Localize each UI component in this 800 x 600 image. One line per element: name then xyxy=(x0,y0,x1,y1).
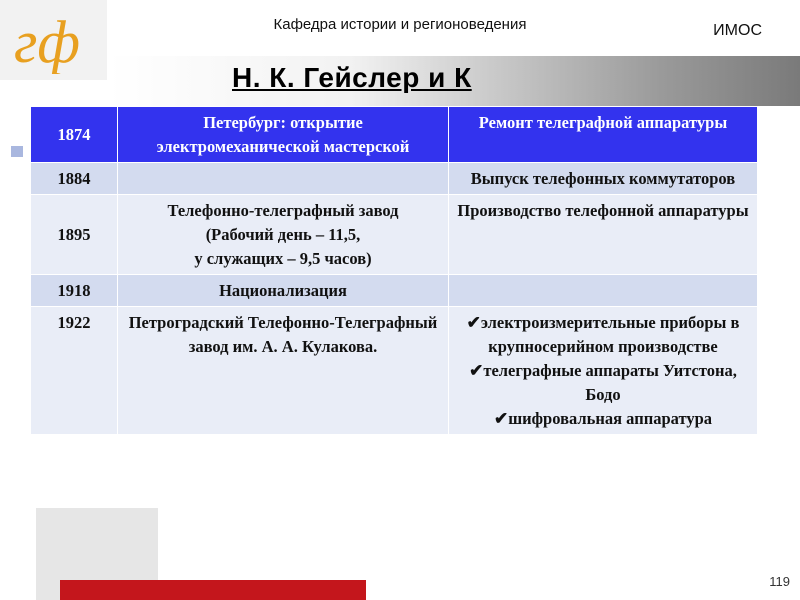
year-cell: 1874 xyxy=(31,107,118,163)
year-cell: 1895 xyxy=(31,195,118,275)
year-cell: 1922 xyxy=(31,307,118,435)
product-item: ✔шифровальная аппаратура xyxy=(493,409,713,428)
table-row xyxy=(31,275,758,307)
event-cell xyxy=(118,195,449,275)
year-cell: 1918 xyxy=(31,275,118,307)
event-line: у служащих – 9,5 часов) xyxy=(194,249,372,268)
activity-cell: Выпуск телефонных коммутаторов xyxy=(449,163,758,195)
event-line: Телефонно-телеграфный завод xyxy=(167,201,399,220)
check-icon: ✔ xyxy=(493,409,509,428)
history-table xyxy=(30,106,758,435)
product-item: ✔телеграфные аппараты Уитстона, Бодо xyxy=(469,361,737,404)
table-row xyxy=(31,107,758,163)
check-icon: ✔ xyxy=(469,361,484,380)
table-row xyxy=(31,195,758,275)
logo-glyphs: гф xyxy=(14,9,81,74)
activity-cell: Ремонт телеграфной аппаратуры xyxy=(449,107,758,163)
event-cell: Петроградский Телефонно-Телеграфный завод им. А. А. Кулакова. xyxy=(118,307,449,435)
activity-cell xyxy=(449,307,758,435)
product-list xyxy=(455,311,751,431)
event-cell: Петербург: открытие электромеханической мастерской xyxy=(118,107,449,163)
decor-red-bar xyxy=(60,580,366,600)
activity-cell: Производство телефонной аппаратуры xyxy=(449,195,758,275)
logo-panel xyxy=(0,0,107,80)
bullet-marker xyxy=(11,146,23,157)
event-cell: Национализация xyxy=(118,275,449,307)
table-row xyxy=(31,307,758,435)
activity-cell xyxy=(449,275,758,307)
event-line: (Рабочий день – 11,5, xyxy=(205,225,361,244)
institute-abbr: ИМОС xyxy=(713,22,762,39)
slide-title: Н. К. Гейслер и К xyxy=(232,62,472,93)
department-name: Кафедра истории и регионоведения xyxy=(273,16,527,33)
product-item: ✔электроизмерительные приборы в крупносерийном производстве xyxy=(466,313,740,356)
year-cell: 1884 xyxy=(31,163,118,195)
page-number: 119 xyxy=(769,574,790,589)
check-icon: ✔ xyxy=(466,313,481,332)
table-row xyxy=(31,163,758,195)
event-cell xyxy=(118,163,449,195)
